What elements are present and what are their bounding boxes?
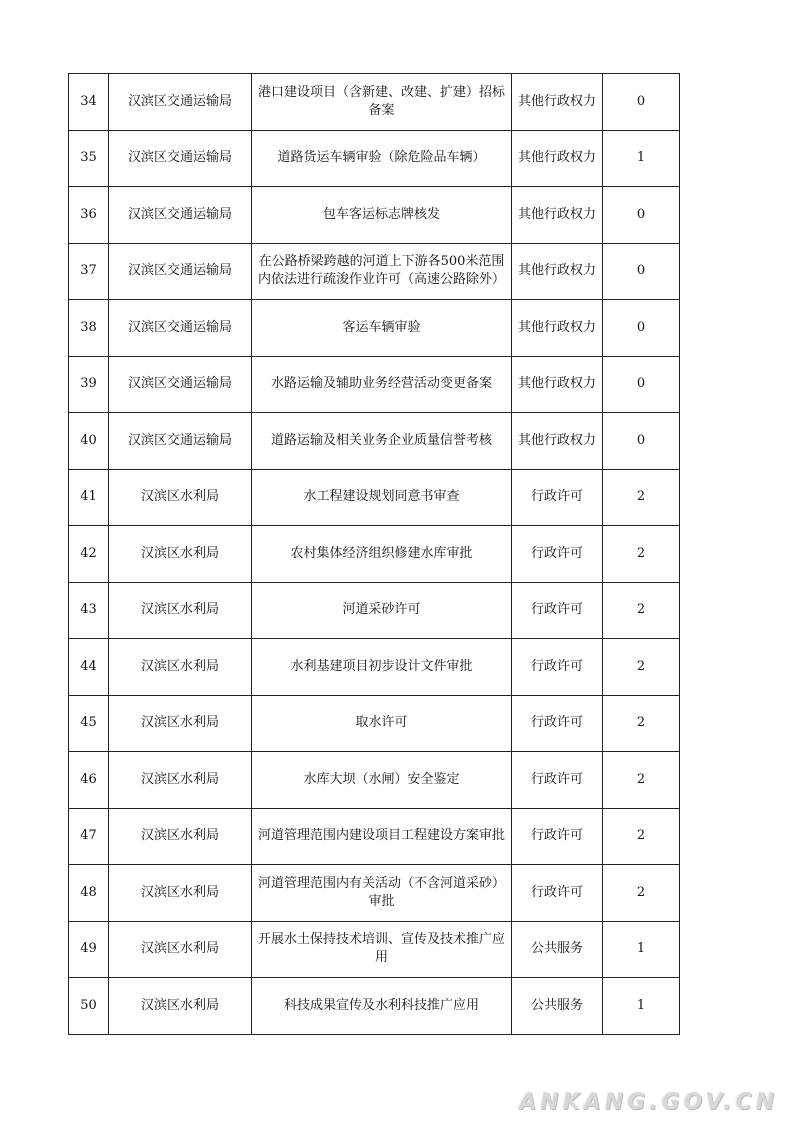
power-type-cell: 行政许可 (512, 808, 603, 865)
table-row (69, 639, 680, 696)
row-number: 50 (69, 978, 109, 1035)
table-row (69, 808, 680, 865)
power-type-cell: 其他行政权力 (512, 300, 603, 357)
table-row (69, 187, 680, 244)
count-cell: 0 (603, 187, 680, 244)
power-type-cell: 行政许可 (512, 526, 603, 583)
power-type-cell: 行政许可 (512, 752, 603, 809)
count-cell: 0 (603, 300, 680, 357)
table-row (69, 526, 680, 583)
department-cell: 汉滨区水利局 (109, 978, 252, 1035)
power-type-cell: 其他行政权力 (512, 130, 603, 187)
table-row (69, 300, 680, 357)
row-number: 38 (69, 300, 109, 357)
department-cell: 汉滨区水利局 (109, 582, 252, 639)
power-type-cell: 其他行政权力 (512, 413, 603, 470)
count-cell: 0 (603, 74, 680, 131)
department-cell: 汉滨区水利局 (109, 469, 252, 526)
row-number: 36 (69, 187, 109, 244)
item-name-cell: 港口建设项目（含新建、改建、扩建）招标备案 (252, 74, 512, 131)
item-name-cell: 取水许可 (252, 695, 512, 752)
row-number: 34 (69, 74, 109, 131)
table-row (69, 752, 680, 809)
department-cell: 汉滨区交通运输局 (109, 74, 252, 131)
row-number: 39 (69, 356, 109, 413)
count-cell: 2 (603, 526, 680, 583)
item-name-cell: 在公路桥梁跨越的河道上下游各500米范围内依法进行疏浚作业许可（高速公路除外） (252, 243, 512, 300)
department-cell: 汉滨区水利局 (109, 921, 252, 978)
row-number: 41 (69, 469, 109, 526)
department-cell: 汉滨区水利局 (109, 526, 252, 583)
power-type-cell: 其他行政权力 (512, 74, 603, 131)
count-cell: 0 (603, 243, 680, 300)
power-type-cell: 公共服务 (512, 921, 603, 978)
count-cell: 1 (603, 130, 680, 187)
count-cell: 2 (603, 582, 680, 639)
table-row (69, 865, 680, 922)
row-number: 49 (69, 921, 109, 978)
table-row (69, 469, 680, 526)
item-name-cell: 水库大坝（水闸）安全鉴定 (252, 752, 512, 809)
count-cell: 2 (603, 865, 680, 922)
item-name-cell: 水利基建项目初步设计文件审批 (252, 639, 512, 696)
row-number: 48 (69, 865, 109, 922)
power-list-table (68, 73, 680, 1035)
item-name-cell: 水路运输及辅助业务经营活动变更备案 (252, 356, 512, 413)
count-cell: 1 (603, 921, 680, 978)
table-row (69, 356, 680, 413)
item-name-cell: 河道管理范围内建设项目工程建设方案审批 (252, 808, 512, 865)
power-type-cell: 其他行政权力 (512, 187, 603, 244)
row-number: 44 (69, 639, 109, 696)
item-name-cell: 河道管理范围内有关活动（不含河道采砂）审批 (252, 865, 512, 922)
department-cell: 汉滨区水利局 (109, 865, 252, 922)
department-cell: 汉滨区水利局 (109, 752, 252, 809)
department-cell: 汉滨区交通运输局 (109, 187, 252, 244)
row-number: 40 (69, 413, 109, 470)
department-cell: 汉滨区交通运输局 (109, 243, 252, 300)
row-number: 43 (69, 582, 109, 639)
row-number: 35 (69, 130, 109, 187)
power-type-cell: 公共服务 (512, 978, 603, 1035)
row-number: 46 (69, 752, 109, 809)
department-cell: 汉滨区交通运输局 (109, 300, 252, 357)
table-row (69, 74, 680, 131)
department-cell: 汉滨区水利局 (109, 808, 252, 865)
power-type-cell: 行政许可 (512, 639, 603, 696)
row-number: 42 (69, 526, 109, 583)
table-row (69, 978, 680, 1035)
count-cell: 2 (603, 752, 680, 809)
count-cell: 0 (603, 413, 680, 470)
department-cell: 汉滨区交通运输局 (109, 356, 252, 413)
count-cell: 0 (603, 356, 680, 413)
department-cell: 汉滨区水利局 (109, 639, 252, 696)
power-type-cell: 行政许可 (512, 695, 603, 752)
power-type-cell: 其他行政权力 (512, 356, 603, 413)
item-name-cell: 科技成果宣传及水利科技推广应用 (252, 978, 512, 1035)
power-type-cell: 行政许可 (512, 469, 603, 526)
item-name-cell: 客运车辆审验 (252, 300, 512, 357)
count-cell: 2 (603, 695, 680, 752)
site-watermark: ANKANG.GOV.CN (519, 1090, 778, 1115)
table-row (69, 413, 680, 470)
power-type-cell: 行政许可 (512, 865, 603, 922)
table-row (69, 130, 680, 187)
table-row (69, 582, 680, 639)
row-number: 37 (69, 243, 109, 300)
department-cell: 汉滨区交通运输局 (109, 130, 252, 187)
department-cell: 汉滨区交通运输局 (109, 413, 252, 470)
count-cell: 2 (603, 639, 680, 696)
item-name-cell: 水工程建设规划同意书审查 (252, 469, 512, 526)
department-cell: 汉滨区水利局 (109, 695, 252, 752)
item-name-cell: 道路运输及相关业务企业质量信誉考核 (252, 413, 512, 470)
item-name-cell: 开展水土保持技术培训、宣传及技术推广应用 (252, 921, 512, 978)
table-body (69, 74, 680, 1035)
power-type-cell: 行政许可 (512, 582, 603, 639)
row-number: 47 (69, 808, 109, 865)
table-row (69, 695, 680, 752)
count-cell: 1 (603, 978, 680, 1035)
power-type-cell: 其他行政权力 (512, 243, 603, 300)
item-name-cell: 道路货运车辆审验（除危险品车辆） (252, 130, 512, 187)
item-name-cell: 河道采砂许可 (252, 582, 512, 639)
row-number: 45 (69, 695, 109, 752)
item-name-cell: 农村集体经济组织修建水库审批 (252, 526, 512, 583)
item-name-cell: 包车客运标志牌核发 (252, 187, 512, 244)
table-row (69, 243, 680, 300)
count-cell: 2 (603, 469, 680, 526)
table-row (69, 921, 680, 978)
count-cell: 2 (603, 808, 680, 865)
